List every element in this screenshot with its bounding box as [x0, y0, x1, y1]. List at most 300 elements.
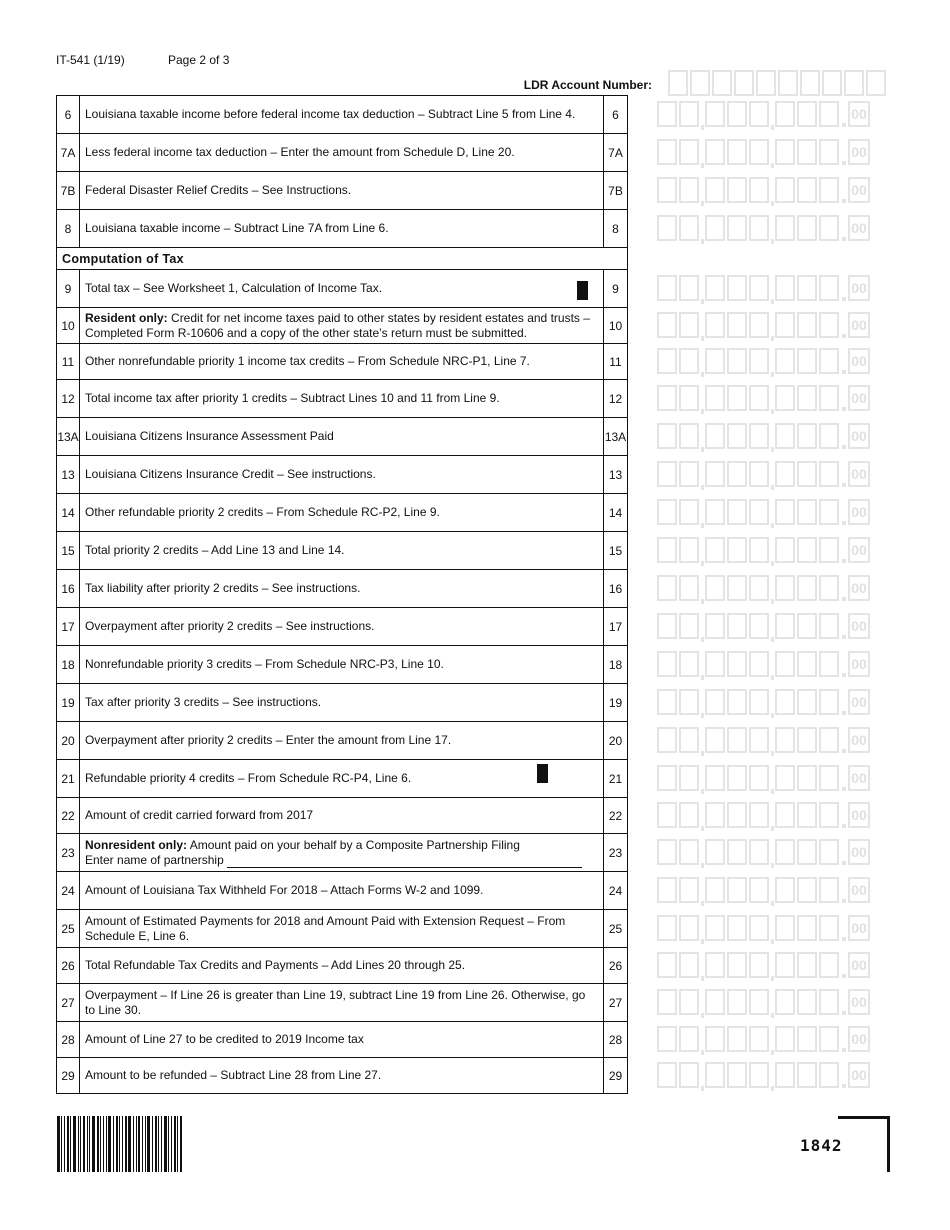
digit-box[interactable]: [679, 613, 699, 639]
digit-box[interactable]: [775, 101, 795, 127]
barcode-bar: [67, 1116, 69, 1172]
comma-separator: [771, 1026, 775, 1052]
digit-box[interactable]: [775, 423, 795, 449]
digit-box[interactable]: [797, 839, 817, 865]
digit-box[interactable]: [705, 499, 725, 525]
digit-box[interactable]: [819, 802, 839, 828]
line-description: [85, 418, 597, 455]
digit-box[interactable]: [819, 1026, 839, 1052]
digit-box[interactable]: [657, 499, 677, 525]
digit-box[interactable]: [705, 727, 725, 753]
table-row: [57, 798, 627, 834]
account-digit-box[interactable]: [866, 70, 886, 96]
digit-box[interactable]: [679, 689, 699, 715]
amount-field-line-21[interactable]: [657, 765, 870, 791]
digit-box[interactable]: [727, 839, 747, 865]
barcode-bar: [125, 1116, 127, 1172]
digit-box[interactable]: [705, 215, 725, 241]
cents-box: 00: [848, 385, 870, 411]
line-number-right: 27: [603, 984, 627, 1021]
digit-box[interactable]: [775, 215, 795, 241]
digit-box[interactable]: [657, 101, 677, 127]
digit-box[interactable]: [679, 802, 699, 828]
barcode-bar: [147, 1116, 150, 1172]
digit-box[interactable]: [705, 613, 725, 639]
account-digit-box[interactable]: [690, 70, 710, 96]
digit-box[interactable]: [819, 177, 839, 203]
digit-box[interactable]: [819, 989, 839, 1015]
comma-separator: [771, 727, 775, 753]
line-description-bold: Nonresident only:: [85, 837, 188, 852]
digit-box[interactable]: [657, 839, 677, 865]
digit-box[interactable]: [749, 1062, 769, 1088]
digit-box[interactable]: [797, 423, 817, 449]
line-description-text: Other refundable priority 2 credits – From Schedule RC-P2, Line 9.: [85, 505, 440, 519]
digit-box[interactable]: [705, 423, 725, 449]
digit-box[interactable]: [749, 765, 769, 791]
digit-box[interactable]: [819, 215, 839, 241]
digit-box[interactable]: [727, 423, 747, 449]
digit-box[interactable]: [657, 915, 677, 941]
cents-box: 00: [848, 461, 870, 487]
digit-box[interactable]: [679, 461, 699, 487]
line-number: 8: [57, 210, 80, 247]
digit-box[interactable]: [797, 613, 817, 639]
digit-box[interactable]: [679, 177, 699, 203]
line-number: 13: [57, 456, 80, 493]
digit-box[interactable]: [657, 461, 677, 487]
digit-box[interactable]: [657, 727, 677, 753]
digit-box[interactable]: [775, 727, 795, 753]
cents-box: 00: [848, 802, 870, 828]
digit-box[interactable]: [775, 989, 795, 1015]
line-description: [85, 380, 597, 417]
digit-box[interactable]: [657, 1062, 677, 1088]
digit-box[interactable]: [819, 275, 839, 301]
amount-field-line-7B[interactable]: [657, 177, 870, 203]
digit-box[interactable]: [749, 1026, 769, 1052]
digit-box[interactable]: [749, 275, 769, 301]
digit-box[interactable]: [797, 1026, 817, 1052]
digit-box[interactable]: [819, 312, 839, 338]
digit-box[interactable]: [797, 877, 817, 903]
digit-box[interactable]: [819, 915, 839, 941]
digit-box[interactable]: [727, 101, 747, 127]
digit-box[interactable]: [749, 423, 769, 449]
digit-box[interactable]: [797, 215, 817, 241]
cents-box: 00: [848, 499, 870, 525]
digit-box[interactable]: [679, 385, 699, 411]
amount-field-line-9[interactable]: [657, 275, 870, 301]
digit-box[interactable]: [657, 952, 677, 978]
account-digit-box[interactable]: [668, 70, 688, 96]
amount-field-line-10[interactable]: [657, 312, 870, 338]
digit-box[interactable]: [749, 727, 769, 753]
comma-separator: [771, 1062, 775, 1088]
digit-box[interactable]: [819, 575, 839, 601]
digit-box[interactable]: [749, 689, 769, 715]
digit-box[interactable]: [749, 613, 769, 639]
digit-box[interactable]: [705, 952, 725, 978]
digit-box[interactable]: [705, 651, 725, 677]
digit-box[interactable]: [819, 1062, 839, 1088]
digit-box[interactable]: [727, 312, 747, 338]
comma-separator: [701, 877, 705, 903]
digit-box[interactable]: [657, 877, 677, 903]
digit-box[interactable]: [819, 537, 839, 563]
digit-box[interactable]: [797, 1062, 817, 1088]
digit-box[interactable]: [797, 537, 817, 563]
digit-box[interactable]: [727, 1062, 747, 1088]
digit-box[interactable]: [705, 101, 725, 127]
digit-box[interactable]: [727, 613, 747, 639]
digit-box[interactable]: [775, 177, 795, 203]
digit-box[interactable]: [679, 839, 699, 865]
digit-box[interactable]: [797, 727, 817, 753]
digit-box[interactable]: [679, 312, 699, 338]
digit-box[interactable]: [749, 802, 769, 828]
account-digit-box[interactable]: [844, 70, 864, 96]
comma-separator: [701, 139, 705, 165]
digit-box[interactable]: [657, 1026, 677, 1052]
digit-box[interactable]: [749, 839, 769, 865]
account-digit-box[interactable]: [822, 70, 842, 96]
digit-box[interactable]: [797, 575, 817, 601]
digit-box[interactable]: [679, 275, 699, 301]
table-row: [57, 380, 627, 418]
digit-box[interactable]: [727, 348, 747, 374]
digit-box[interactable]: [819, 613, 839, 639]
table-row: [57, 308, 627, 344]
digit-box[interactable]: [679, 877, 699, 903]
digit-box[interactable]: [749, 215, 769, 241]
amount-field-line-29[interactable]: [657, 1062, 870, 1088]
digit-box[interactable]: [679, 1026, 699, 1052]
amount-field-line-19[interactable]: [657, 689, 870, 715]
digit-box[interactable]: [705, 1062, 725, 1088]
digit-box[interactable]: [727, 952, 747, 978]
digit-box[interactable]: [727, 651, 747, 677]
digit-box[interactable]: [819, 385, 839, 411]
digit-box[interactable]: [679, 215, 699, 241]
digit-box[interactable]: [705, 312, 725, 338]
amount-field-line-11[interactable]: [657, 348, 870, 374]
digit-box[interactable]: [705, 385, 725, 411]
digit-box[interactable]: [819, 877, 839, 903]
barcode-bar: [92, 1116, 95, 1172]
digit-box[interactable]: [797, 689, 817, 715]
digit-box[interactable]: [775, 275, 795, 301]
amount-field-line-7A[interactable]: [657, 139, 870, 165]
digit-box[interactable]: [749, 989, 769, 1015]
digit-box[interactable]: [705, 1026, 725, 1052]
account-number-field[interactable]: [668, 70, 888, 96]
digit-box[interactable]: [775, 765, 795, 791]
comma-separator: [771, 613, 775, 639]
digit-box[interactable]: [705, 461, 725, 487]
line-number: 11: [57, 344, 80, 379]
digit-box[interactable]: [679, 101, 699, 127]
digit-box[interactable]: [797, 101, 817, 127]
amount-field-line-12[interactable]: [657, 385, 870, 411]
partnership-name-input[interactable]: [227, 855, 582, 868]
digit-box[interactable]: [705, 839, 725, 865]
digit-box[interactable]: [775, 802, 795, 828]
digit-box[interactable]: [797, 952, 817, 978]
digit-box[interactable]: [775, 877, 795, 903]
amount-field-line-17[interactable]: [657, 613, 870, 639]
digit-box[interactable]: [727, 215, 747, 241]
digit-box[interactable]: [819, 651, 839, 677]
digit-box[interactable]: [679, 989, 699, 1015]
account-digit-box[interactable]: [800, 70, 820, 96]
digit-box[interactable]: [797, 275, 817, 301]
digit-box[interactable]: [705, 765, 725, 791]
amount-field-line-14[interactable]: [657, 499, 870, 525]
account-digit-box[interactable]: [712, 70, 732, 96]
amount-field-line-24[interactable]: [657, 877, 870, 903]
digit-box[interactable]: [819, 461, 839, 487]
digit-box[interactable]: [775, 651, 795, 677]
digit-box[interactable]: [727, 537, 747, 563]
digit-box[interactable]: [705, 802, 725, 828]
comma-separator: [771, 461, 775, 487]
digit-box[interactable]: [775, 499, 795, 525]
digit-box[interactable]: [705, 877, 725, 903]
digit-box[interactable]: [657, 177, 677, 203]
digit-box[interactable]: [749, 312, 769, 338]
digit-box[interactable]: [705, 275, 725, 301]
digit-box[interactable]: [705, 575, 725, 601]
digit-box[interactable]: [749, 499, 769, 525]
digit-box[interactable]: [797, 651, 817, 677]
digit-box[interactable]: [657, 575, 677, 601]
barcode-bar: [57, 1116, 60, 1172]
amount-field-line-13A[interactable]: [657, 423, 870, 449]
digit-box[interactable]: [775, 839, 795, 865]
digit-box[interactable]: [797, 139, 817, 165]
digit-box[interactable]: [749, 537, 769, 563]
decimal-point: [841, 727, 846, 753]
digit-box[interactable]: [797, 765, 817, 791]
line-description: [85, 456, 597, 493]
digit-box[interactable]: [775, 689, 795, 715]
digit-box[interactable]: [705, 989, 725, 1015]
cents-box: 00: [848, 989, 870, 1015]
digit-box[interactable]: [749, 651, 769, 677]
amount-field-line-13[interactable]: [657, 461, 870, 487]
digit-box[interactable]: [749, 915, 769, 941]
digit-box[interactable]: [749, 385, 769, 411]
digit-box[interactable]: [749, 139, 769, 165]
digit-box[interactable]: [727, 575, 747, 601]
line-description: [85, 1058, 597, 1093]
digit-box[interactable]: [657, 139, 677, 165]
amount-field-line-16[interactable]: [657, 575, 870, 601]
digit-box[interactable]: [749, 877, 769, 903]
line-number: 14: [57, 494, 80, 531]
digit-box[interactable]: [727, 461, 747, 487]
amount-field-line-23[interactable]: [657, 839, 870, 865]
line-number-right: 21: [603, 760, 627, 797]
digit-box[interactable]: [657, 651, 677, 677]
digit-box[interactable]: [727, 177, 747, 203]
digit-box[interactable]: [657, 689, 677, 715]
table-row: [57, 608, 627, 646]
digit-box[interactable]: [657, 802, 677, 828]
amount-field-line-26[interactable]: [657, 952, 870, 978]
digit-box[interactable]: [797, 499, 817, 525]
line-number-right: 9: [603, 270, 627, 307]
digit-box[interactable]: [819, 727, 839, 753]
digit-box[interactable]: [749, 575, 769, 601]
digit-box[interactable]: [775, 575, 795, 601]
digit-box[interactable]: [749, 461, 769, 487]
digit-box[interactable]: [705, 177, 725, 203]
digit-box[interactable]: [679, 952, 699, 978]
digit-box[interactable]: [727, 1026, 747, 1052]
barcode-bar: [136, 1116, 137, 1172]
digit-box[interactable]: [679, 423, 699, 449]
digit-box[interactable]: [819, 839, 839, 865]
digit-box[interactable]: [775, 1062, 795, 1088]
digit-box[interactable]: [775, 915, 795, 941]
digit-box[interactable]: [819, 348, 839, 374]
digit-box[interactable]: [819, 423, 839, 449]
digit-box[interactable]: [679, 915, 699, 941]
amount-field-line-18[interactable]: [657, 651, 870, 677]
digit-box[interactable]: [657, 215, 677, 241]
barcode-bar: [161, 1116, 162, 1172]
account-digit-box[interactable]: [734, 70, 754, 96]
digit-box[interactable]: [819, 101, 839, 127]
digit-box[interactable]: [657, 765, 677, 791]
digit-box[interactable]: [705, 915, 725, 941]
digit-box[interactable]: [657, 423, 677, 449]
digit-box[interactable]: [679, 575, 699, 601]
table-row: [57, 172, 627, 210]
comma-separator: [701, 1062, 705, 1088]
digit-box[interactable]: [727, 802, 747, 828]
account-digit-box[interactable]: [756, 70, 776, 96]
digit-box[interactable]: [727, 765, 747, 791]
digit-box[interactable]: [775, 348, 795, 374]
amount-field-line-15[interactable]: [657, 537, 870, 563]
digit-box[interactable]: [679, 1062, 699, 1088]
barcode-bar: [164, 1116, 167, 1172]
digit-box[interactable]: [657, 537, 677, 563]
digit-box[interactable]: [727, 877, 747, 903]
digit-box[interactable]: [679, 499, 699, 525]
amount-field-line-22[interactable]: [657, 802, 870, 828]
digit-box[interactable]: [657, 348, 677, 374]
amount-field-line-6[interactable]: [657, 101, 870, 127]
digit-box[interactable]: [775, 385, 795, 411]
digit-box[interactable]: [727, 499, 747, 525]
barcode-bar: [180, 1116, 182, 1172]
digit-box[interactable]: [679, 765, 699, 791]
digit-box[interactable]: [679, 651, 699, 677]
barcode-bar: [145, 1116, 146, 1172]
line-description: [85, 1022, 597, 1057]
digit-box[interactable]: [775, 537, 795, 563]
line-number: 17: [57, 608, 80, 645]
digit-box[interactable]: [657, 312, 677, 338]
line-number: 22: [57, 798, 80, 833]
digit-box[interactable]: [727, 915, 747, 941]
line-description: [85, 344, 597, 379]
digit-box[interactable]: [797, 915, 817, 941]
digit-box[interactable]: [775, 952, 795, 978]
digit-box[interactable]: [705, 139, 725, 165]
digit-box[interactable]: [679, 537, 699, 563]
comma-separator: [771, 765, 775, 791]
digit-box[interactable]: [705, 689, 725, 715]
digit-box[interactable]: [727, 689, 747, 715]
digit-box[interactable]: [657, 275, 677, 301]
line-number-right: 13A: [603, 418, 627, 455]
amount-field-line-28[interactable]: [657, 1026, 870, 1052]
digit-box[interactable]: [749, 348, 769, 374]
digit-box[interactable]: [727, 385, 747, 411]
digit-box[interactable]: [749, 952, 769, 978]
account-digit-box[interactable]: [778, 70, 798, 96]
comma-separator: [771, 537, 775, 563]
digit-box[interactable]: [797, 989, 817, 1015]
digit-box[interactable]: [749, 101, 769, 127]
digit-box[interactable]: [819, 139, 839, 165]
comma-separator: [701, 765, 705, 791]
digit-box[interactable]: [797, 177, 817, 203]
digit-box[interactable]: [749, 177, 769, 203]
digit-box[interactable]: [775, 312, 795, 338]
digit-box[interactable]: [797, 802, 817, 828]
digit-box[interactable]: [797, 312, 817, 338]
amount-field-line-25[interactable]: [657, 915, 870, 941]
digit-box[interactable]: [727, 275, 747, 301]
digit-box[interactable]: [775, 1026, 795, 1052]
digit-box[interactable]: [657, 613, 677, 639]
digit-box[interactable]: [797, 348, 817, 374]
digit-box[interactable]: [657, 385, 677, 411]
digit-box[interactable]: [775, 139, 795, 165]
digit-box[interactable]: [775, 461, 795, 487]
digit-box[interactable]: [705, 537, 725, 563]
digit-box[interactable]: [679, 727, 699, 753]
digit-box[interactable]: [727, 989, 747, 1015]
amount-field-line-27[interactable]: [657, 989, 870, 1015]
amount-field-line-8[interactable]: [657, 215, 870, 241]
section-title: Computation of Tax: [62, 251, 184, 266]
digit-box[interactable]: [819, 689, 839, 715]
digit-box[interactable]: [797, 385, 817, 411]
digit-box[interactable]: [797, 461, 817, 487]
table-row: [57, 948, 627, 984]
digit-box[interactable]: [727, 139, 747, 165]
digit-box[interactable]: [819, 952, 839, 978]
digit-box[interactable]: [679, 139, 699, 165]
digit-box[interactable]: [657, 989, 677, 1015]
digit-box[interactable]: [679, 348, 699, 374]
digit-box[interactable]: [819, 765, 839, 791]
digit-box[interactable]: [705, 348, 725, 374]
digit-box[interactable]: [727, 727, 747, 753]
digit-box[interactable]: [819, 499, 839, 525]
barcode-bar: [89, 1116, 90, 1172]
digit-box[interactable]: [775, 613, 795, 639]
comma-separator: [701, 839, 705, 865]
amount-field-line-20[interactable]: [657, 727, 870, 753]
